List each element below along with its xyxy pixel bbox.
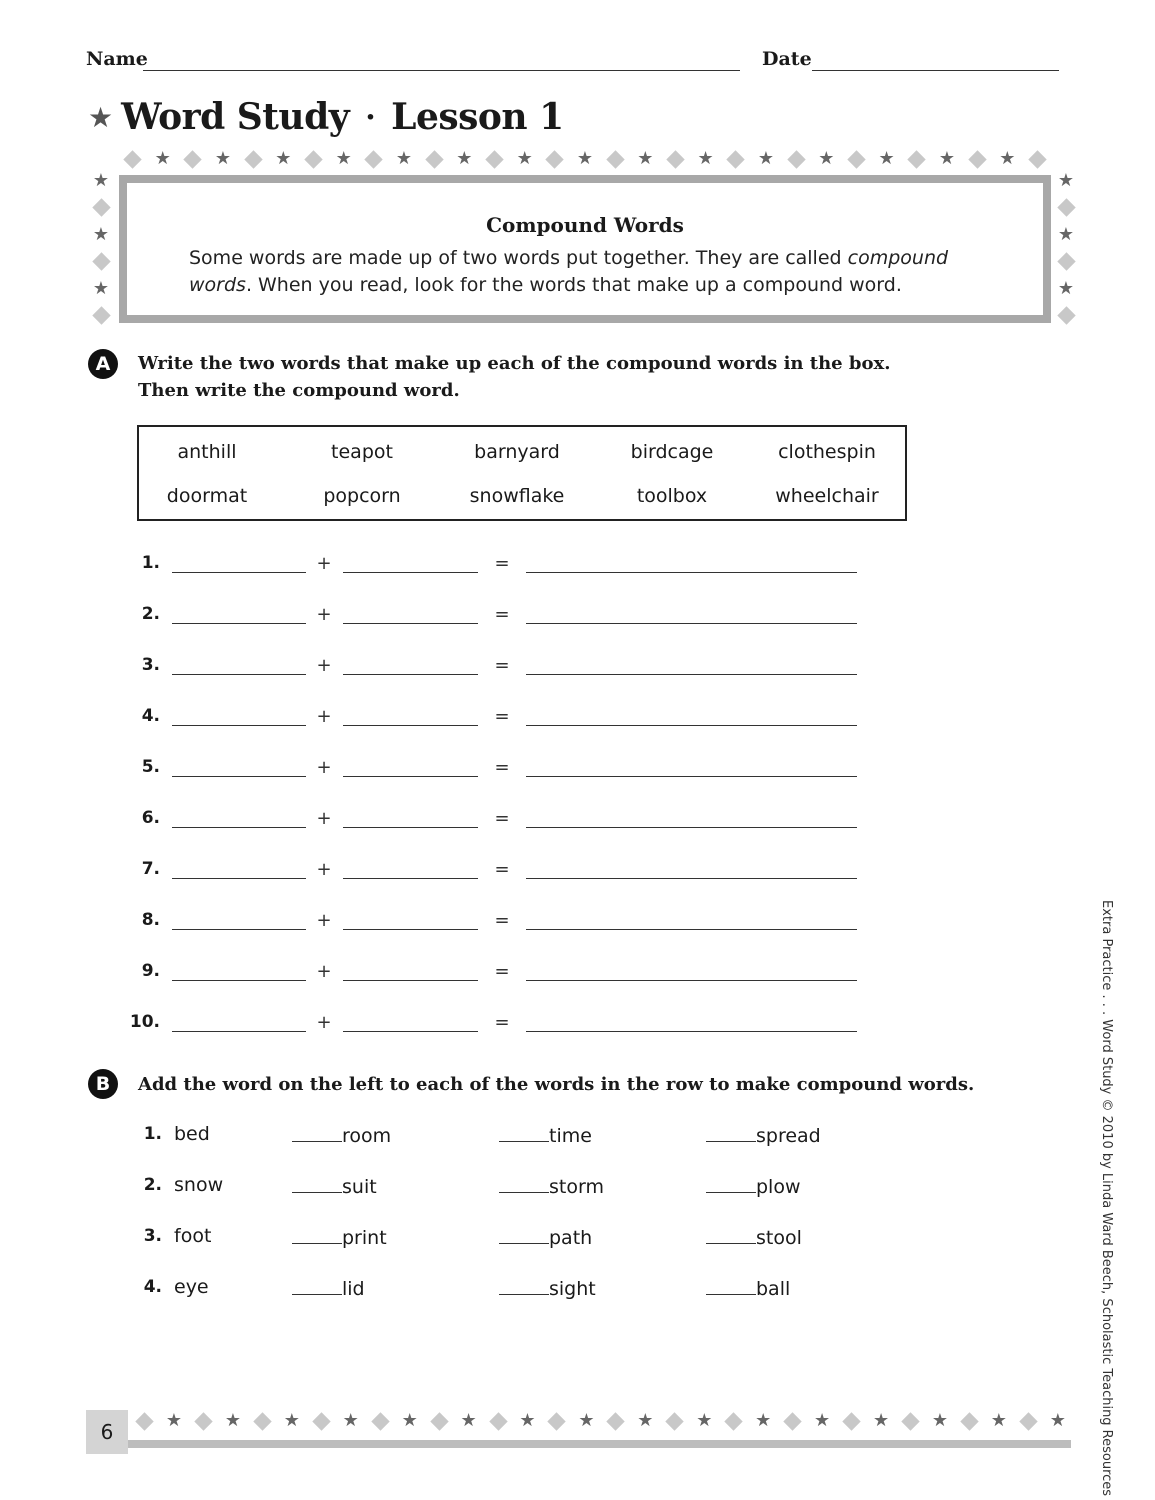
compound-item xyxy=(292,1174,377,1198)
word-box-word: barnyard xyxy=(474,441,560,463)
info-heading: Compound Words xyxy=(486,213,684,237)
star-icon: ★ xyxy=(283,1410,300,1431)
first-word-blank[interactable] xyxy=(172,674,306,675)
footer-bar xyxy=(128,1440,1071,1448)
star-icon: ★ xyxy=(872,1410,890,1431)
word-blank[interactable] xyxy=(499,1225,549,1244)
word-part: path xyxy=(549,1227,593,1249)
star-icon: ★ xyxy=(92,277,110,299)
first-word-blank[interactable] xyxy=(172,1031,306,1032)
word-part: suit xyxy=(342,1176,377,1198)
diamond-icon xyxy=(606,150,624,168)
diamond-icon xyxy=(725,1412,743,1430)
star-icon: ★ xyxy=(395,148,413,169)
diamond-icon xyxy=(783,1412,801,1430)
diamond-icon xyxy=(1028,150,1046,168)
name-field[interactable] xyxy=(143,70,740,71)
star-icon: ★ xyxy=(637,148,654,169)
diamond-icon xyxy=(425,150,443,168)
plus-sign: + xyxy=(316,1012,332,1033)
star-icon: ★ xyxy=(214,148,232,169)
equals-sign: = xyxy=(494,706,510,727)
word-blank[interactable] xyxy=(292,1123,342,1142)
star-icon: ★ xyxy=(154,148,171,169)
star-icon: ★ xyxy=(931,1410,949,1431)
word-blank[interactable] xyxy=(499,1276,549,1295)
first-word-blank[interactable] xyxy=(172,623,306,624)
star-icon: ★ xyxy=(275,148,292,169)
equals-sign: = xyxy=(494,808,510,829)
row-number: 1. xyxy=(143,1124,162,1144)
diamond-icon xyxy=(1057,306,1075,324)
word-blank[interactable] xyxy=(706,1174,756,1193)
star-icon: ★ xyxy=(757,148,775,169)
star-icon: ★ xyxy=(1057,170,1075,191)
row-number: 2. xyxy=(143,1175,162,1195)
word-part: ball xyxy=(756,1278,791,1300)
second-word-blank[interactable] xyxy=(343,827,478,828)
compound-word-blank[interactable] xyxy=(526,929,857,930)
plus-sign: + xyxy=(316,910,332,931)
second-word-blank[interactable] xyxy=(343,1031,478,1032)
diamond-icon xyxy=(430,1412,448,1430)
word-blank[interactable] xyxy=(499,1123,549,1142)
compound-word-blank[interactable] xyxy=(526,827,857,828)
first-word-blank[interactable] xyxy=(172,827,306,828)
answer-number: 1. xyxy=(141,553,160,573)
diamond-icon xyxy=(1057,252,1075,270)
diamond-icon xyxy=(92,252,110,270)
compound-word-blank[interactable] xyxy=(526,878,857,879)
diamond-icon xyxy=(304,150,322,168)
equals-sign: = xyxy=(494,910,510,931)
diamond-icon xyxy=(244,150,262,168)
compound-item xyxy=(499,1123,592,1147)
first-word-blank[interactable] xyxy=(172,776,306,777)
equals-sign: = xyxy=(494,1012,510,1033)
word-box-word: toolbox xyxy=(636,485,708,507)
word-blank[interactable] xyxy=(499,1174,549,1193)
word-part: stool xyxy=(756,1227,802,1249)
word-part: lid xyxy=(342,1278,365,1300)
second-word-blank[interactable] xyxy=(343,980,478,981)
second-word-blank[interactable] xyxy=(343,725,478,726)
equals-sign: = xyxy=(494,553,510,574)
diamond-icon xyxy=(489,1412,507,1430)
answer-number: 9. xyxy=(141,961,160,981)
star-icon: ★ xyxy=(224,1410,241,1431)
title-lesson: Lesson 1 xyxy=(391,96,564,138)
star-icon: ★ xyxy=(516,148,533,169)
word-blank[interactable] xyxy=(706,1123,756,1142)
compound-word-blank[interactable] xyxy=(526,725,857,726)
word-part: print xyxy=(342,1227,387,1249)
plus-sign: + xyxy=(316,961,332,982)
first-word-blank[interactable] xyxy=(172,572,306,573)
page-number: 6 xyxy=(86,1410,128,1454)
diamond-icon xyxy=(666,150,684,168)
compound-word-blank[interactable] xyxy=(526,1031,857,1032)
compound-word-blank[interactable] xyxy=(526,623,857,624)
word-box-word: clothespin xyxy=(778,441,876,463)
star-icon: ★ xyxy=(755,1410,772,1431)
base-word: eye xyxy=(174,1276,209,1298)
answer-number: 5. xyxy=(141,757,160,777)
row-number: 4. xyxy=(143,1277,162,1297)
star-icon: ★ xyxy=(342,1410,359,1431)
star-icon: ★ xyxy=(576,148,594,169)
diamond-icon xyxy=(968,150,986,168)
plus-sign: + xyxy=(316,706,332,727)
diamond-icon xyxy=(607,1412,625,1430)
diamond-icon xyxy=(960,1412,978,1430)
row-number: 3. xyxy=(143,1226,162,1246)
compound-item xyxy=(706,1276,790,1300)
compound-word-blank[interactable] xyxy=(526,674,857,675)
credit-line: Extra Practice . . . Word Study © 2010 by Linda Ward Beech, Scholastic Teaching Resources xyxy=(1099,900,1114,1497)
equals-sign: = xyxy=(494,757,510,778)
diamond-icon xyxy=(787,150,805,168)
star-icon: ★ xyxy=(1057,223,1075,245)
diamond-icon xyxy=(92,306,110,324)
second-word-blank[interactable] xyxy=(343,878,478,879)
word-box xyxy=(137,425,907,521)
diamond-icon xyxy=(727,150,745,168)
decorative-border-bottom xyxy=(138,1412,1066,1430)
second-word-blank[interactable] xyxy=(343,674,478,675)
diamond-icon xyxy=(548,1412,566,1430)
plus-sign: + xyxy=(316,553,332,574)
diamond-icon xyxy=(1057,199,1075,217)
compound-word-blank[interactable] xyxy=(526,980,857,981)
star-icon: ★ xyxy=(637,1410,654,1431)
answer-number: 6. xyxy=(141,808,160,828)
answer-number: 4. xyxy=(141,706,160,726)
second-word-blank[interactable] xyxy=(343,929,478,930)
word-blank[interactable] xyxy=(292,1225,342,1244)
date-field[interactable] xyxy=(812,70,1059,71)
word-box-word: snowflake xyxy=(469,485,565,507)
compound-item xyxy=(706,1174,801,1198)
plus-sign: + xyxy=(316,808,332,829)
star-icon: ★ xyxy=(88,100,114,134)
compound-item xyxy=(706,1225,802,1249)
title-word-study: Word Study xyxy=(121,96,350,138)
star-icon: ★ xyxy=(1057,277,1075,299)
first-word-blank[interactable] xyxy=(172,929,306,930)
compound-word-blank[interactable] xyxy=(526,572,857,573)
word-box-word: teapot xyxy=(331,441,393,463)
star-icon: ★ xyxy=(519,1410,536,1431)
diamond-icon xyxy=(92,199,110,217)
diamond-icon xyxy=(1019,1412,1037,1430)
star-icon: ★ xyxy=(990,1410,1007,1431)
star-icon: ★ xyxy=(697,148,714,169)
diamond-icon xyxy=(365,150,383,168)
second-word-blank[interactable] xyxy=(343,776,478,777)
diamond-icon xyxy=(485,150,503,168)
star-icon: ★ xyxy=(814,1410,831,1431)
diamond-icon xyxy=(908,150,926,168)
plus-sign: + xyxy=(316,604,332,625)
diamond-icon xyxy=(312,1412,330,1430)
star-icon: ★ xyxy=(460,1410,477,1431)
star-icon: ★ xyxy=(878,148,895,169)
decorative-border-top xyxy=(126,150,1044,168)
plus-sign: + xyxy=(316,859,332,880)
section-a-badge: A xyxy=(88,349,118,379)
equals-sign: = xyxy=(494,604,510,625)
compound-item xyxy=(706,1123,821,1147)
diamond-icon xyxy=(371,1412,389,1430)
diamond-icon xyxy=(135,1412,153,1430)
diamond-icon xyxy=(253,1412,271,1430)
star-icon: ★ xyxy=(696,1410,713,1431)
word-box-word: anthill xyxy=(177,441,237,463)
plus-sign: + xyxy=(316,655,332,676)
star-icon: ★ xyxy=(1049,1410,1066,1431)
diamond-icon xyxy=(546,150,564,168)
title-separator: · xyxy=(365,99,376,135)
star-icon: ★ xyxy=(938,148,955,169)
answer-number: 8. xyxy=(141,910,160,930)
diamond-icon xyxy=(184,150,202,168)
star-icon: ★ xyxy=(456,148,473,169)
word-part: plow xyxy=(756,1176,801,1198)
star-icon: ★ xyxy=(165,1410,183,1431)
word-box-word: birdcage xyxy=(630,441,714,463)
word-part: room xyxy=(342,1125,392,1147)
compound-item xyxy=(292,1225,387,1249)
diamond-icon xyxy=(842,1412,860,1430)
second-word-blank[interactable] xyxy=(343,623,478,624)
compound-item xyxy=(292,1123,391,1147)
compound-item xyxy=(499,1174,604,1198)
diamond-icon xyxy=(194,1412,212,1430)
first-word-blank[interactable] xyxy=(172,725,306,726)
base-word: snow xyxy=(174,1174,224,1196)
star-icon: ★ xyxy=(401,1410,418,1431)
word-box-word: doormat xyxy=(166,485,248,507)
diamond-icon xyxy=(123,150,141,168)
answer-number: 7. xyxy=(141,859,160,879)
plus-sign: + xyxy=(316,757,332,778)
base-word: bed xyxy=(174,1123,210,1145)
word-blank[interactable] xyxy=(292,1276,342,1295)
diamond-icon xyxy=(666,1412,684,1430)
word-part: sight xyxy=(549,1278,596,1300)
answer-number: 2. xyxy=(141,604,160,624)
base-word: foot xyxy=(174,1225,212,1247)
star-icon: ★ xyxy=(999,148,1016,169)
word-part: time xyxy=(549,1125,592,1147)
info-text: Some words are made up of two words put together. They are called compound words. When you read, look for the words that make up a compound word. xyxy=(189,247,949,296)
page-title xyxy=(88,96,564,138)
answer-number: 10. xyxy=(129,1012,160,1032)
equals-sign: = xyxy=(494,655,510,676)
star-icon: ★ xyxy=(818,148,835,169)
word-blank[interactable] xyxy=(706,1276,756,1295)
section-a-instruction: Write the two words that make up each of the compound words in the box. Then write the compound word. xyxy=(138,353,891,401)
second-word-blank[interactable] xyxy=(343,572,478,573)
diamond-icon xyxy=(901,1412,919,1430)
section-b-instruction: Add the word on the left to each of the words in the row to make compound words. xyxy=(138,1074,975,1095)
star-icon: ★ xyxy=(92,223,110,245)
equals-sign: = xyxy=(494,961,510,982)
word-box-word: wheelchair xyxy=(775,485,879,507)
diamond-icon xyxy=(847,150,865,168)
name-label: Name xyxy=(86,48,148,70)
word-part: spread xyxy=(756,1125,821,1147)
star-icon: ★ xyxy=(92,170,110,191)
first-word-blank[interactable] xyxy=(172,878,306,879)
word-blank[interactable] xyxy=(706,1225,756,1244)
word-blank[interactable] xyxy=(292,1174,342,1193)
word-box-word: popcorn xyxy=(323,485,401,507)
compound-word-blank[interactable] xyxy=(526,776,857,777)
word-part: storm xyxy=(549,1176,604,1198)
star-icon: ★ xyxy=(335,148,352,169)
answer-number: 3. xyxy=(141,655,160,675)
first-word-blank[interactable] xyxy=(172,980,306,981)
equals-sign: = xyxy=(494,859,510,880)
decorative-border-left xyxy=(92,172,110,322)
info-box xyxy=(119,175,1051,323)
date-label: Date xyxy=(762,48,812,70)
compound-item xyxy=(499,1276,596,1300)
star-icon: ★ xyxy=(578,1410,595,1431)
decorative-border-right xyxy=(1057,172,1075,322)
compound-item xyxy=(292,1276,365,1300)
section-b-badge: B xyxy=(88,1069,118,1099)
compound-item xyxy=(499,1225,592,1249)
